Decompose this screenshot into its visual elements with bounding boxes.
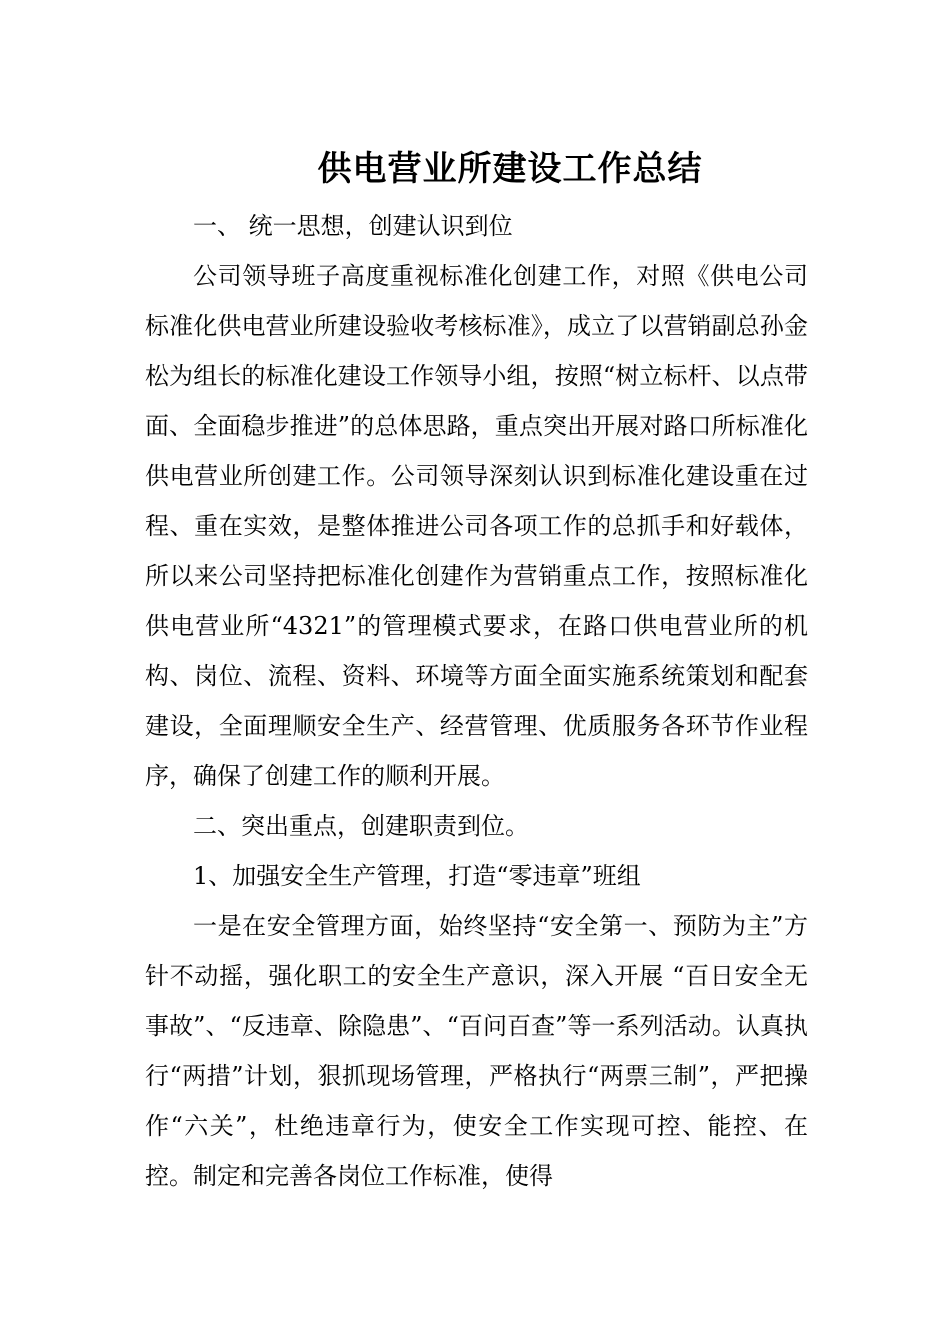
document-body	[145, 201, 808, 1201]
paragraph-1: 公司领导班子高度重视标准化创建工作，对照《供电公司标准化供电营业所建设验收考核标准》，成立了以营销副总孙金松为组长的标准化建设工作领导小组，按照“树立标杆、以点带面、全面稳步推进”的总体思路，重点突出开展对路口所标准化供电营业所创建工作。公司领导深刻认识到标准化建设重在过程、重在实效，是整体推进公司各项工作的总抓手和好载体，所以来公司坚持把标准化创建作为营销重点工作，按照标准化供电营业所“4321”的管理模式要求，在路口供电营业所的机构、岗位、流程、资料、环境等方面全面实施系统策划和配套建设，全面理顺安全生产、经营管理、优质服务各环节作业程序，确保了创建工作的顺利开展。	[145, 262, 808, 790]
subsection-heading-1: 1、加强安全生产管理，打造“零违章”班组	[193, 862, 641, 890]
paragraph-2: 一是在安全管理方面，始终坚持“安全第一、预防为主”方针不动摇，强化职工的安全生产意识，深入开展 “百日安全无事故”、“反违章、除隐患”、“百问百查”等一系列活动。认真执行“两措”计划，狠抓现场管理，严格执行“两票三制”，严把操作“六关”，杜绝违章行为，使安全工作实现可控、能控、在控。制定和完善各岗位工作标准，使得	[145, 912, 808, 1190]
document-title: 供电营业所建设工作总结	[317, 149, 703, 189]
section-heading-2: 二、突出重点，创建职责到位。	[193, 812, 529, 840]
section-heading-1: 一、 统一思想，创建认识到位	[193, 212, 513, 240]
